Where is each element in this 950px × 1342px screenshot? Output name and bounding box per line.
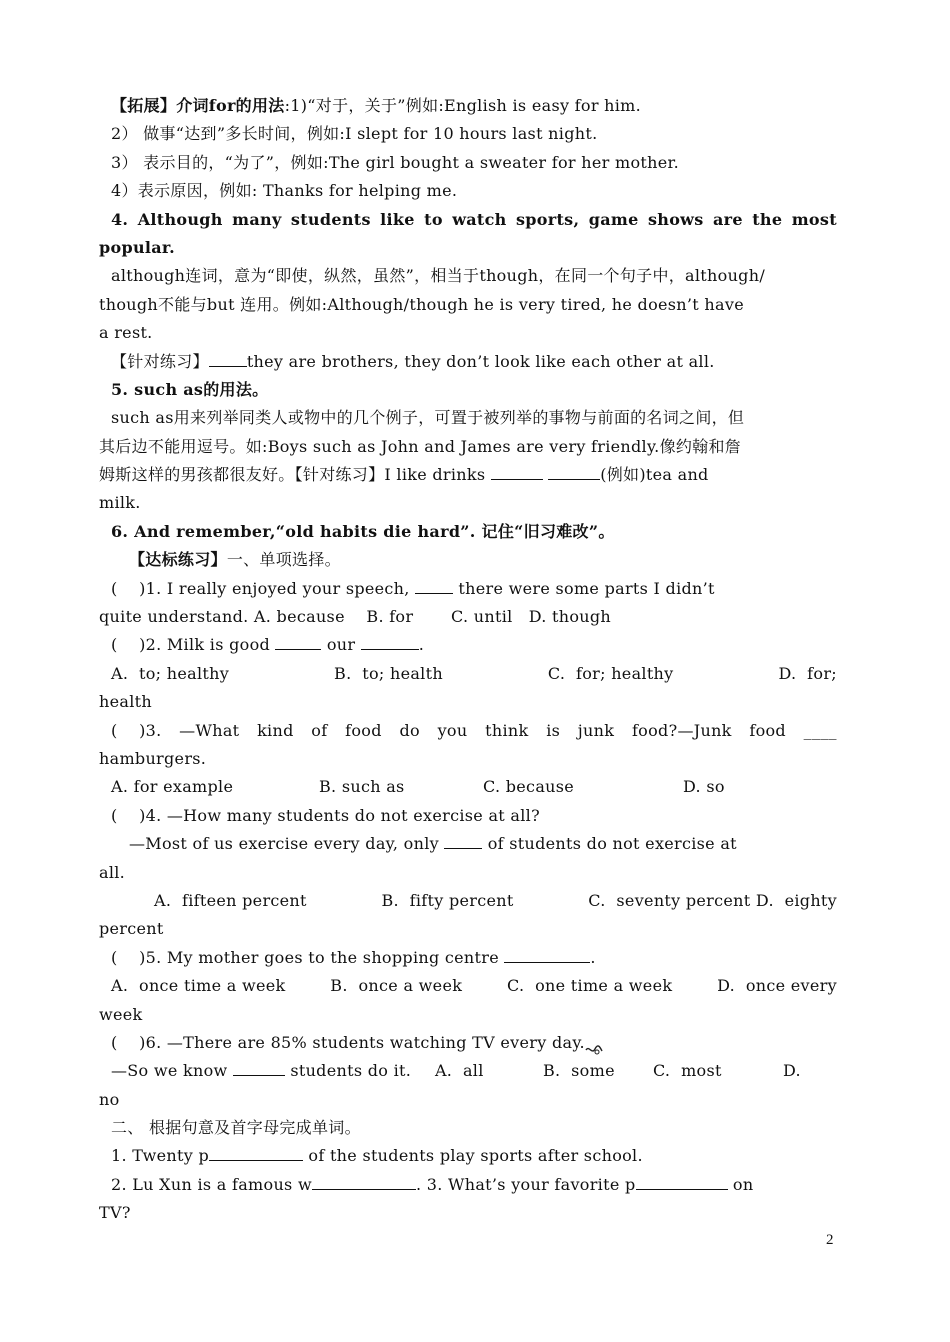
- option[interactable]: B. some: [542, 1061, 615, 1081]
- option[interactable]: C. one time a week: [506, 976, 673, 996]
- word: food: [345, 720, 382, 740]
- item4-sentence-line-1: [99, 206, 837, 234]
- exercise-heading: [99, 546, 837, 574]
- item4-sentence-line-2: popular.: [99, 237, 176, 257]
- question-text: our: [321, 635, 361, 655]
- question-text: students do it.: [284, 1061, 412, 1081]
- item5-explanation-1: such as用来列举同类人或物中的几个例子，可置于被列举的事物与前面的名词之间，但: [111, 408, 745, 428]
- question-5-line-3: week: [99, 1004, 143, 1024]
- item5-explanation-3: [99, 461, 837, 489]
- question-1-line-2: quite understand. A. because B. for C. until D. though: [99, 607, 612, 627]
- expand-heading: 【拓展】介词for的用法: [111, 96, 285, 115]
- option[interactable]: B. once a week: [330, 976, 463, 996]
- expand-line-2: 2） 做事“达到”多长时间，例如:I slept for 10 hours last night.: [111, 124, 598, 144]
- word: —What: [179, 720, 240, 740]
- word: like: [380, 209, 415, 229]
- item4-explanation-3: a rest.: [99, 323, 153, 343]
- sentence-text: of the students play sports after school.: [303, 1146, 643, 1166]
- word: watch: [452, 209, 507, 229]
- item5-title: 5. such as的用法。: [111, 379, 269, 399]
- word: Although: [137, 209, 223, 229]
- word: sports,: [515, 209, 580, 229]
- option[interactable]: B. such as: [319, 777, 405, 797]
- option[interactable]: A. for example: [111, 777, 234, 797]
- exercise-heading-rest: 一、单项选择。: [226, 550, 341, 570]
- item4-explanation-1: although连词，意为“即使，纵然，虽然”，相当于though，在同一个句子中，although/: [111, 266, 766, 286]
- question-text: .: [418, 635, 425, 655]
- option[interactable]: C. for; healthy: [547, 663, 674, 683]
- option[interactable]: C. most: [652, 1061, 722, 1081]
- question-6-line-3: no: [99, 1089, 120, 1109]
- word: most: [791, 209, 837, 229]
- word: many: [232, 209, 282, 229]
- document-page: [99, 92, 837, 1228]
- option[interactable]: D. once every: [717, 976, 837, 996]
- word: food?—Junk: [631, 720, 732, 740]
- exercise-heading-label: 【达标练习】: [129, 550, 227, 570]
- answer-blank[interactable]: ____: [803, 720, 837, 740]
- word: junk: [577, 720, 615, 740]
- question-4-line-3: all.: [99, 862, 126, 882]
- word: do: [399, 720, 420, 740]
- question-text: ( )6. —There are 85% students watching TV every day.: [111, 1032, 585, 1052]
- option[interactable]: C. seventy percent D. eighty: [588, 890, 837, 910]
- answer-blank[interactable]: [275, 631, 321, 650]
- question-text: of students do not exercise at: [482, 834, 737, 854]
- answer-blank[interactable]: [444, 830, 482, 849]
- word: the: [752, 209, 783, 229]
- question-2-line-3: health: [99, 692, 152, 712]
- word: to: [424, 209, 443, 229]
- answer-blank[interactable]: [415, 575, 453, 594]
- word: ( )3.: [111, 720, 162, 740]
- option[interactable]: A. once time a week: [111, 976, 286, 996]
- word: kind: [257, 720, 294, 740]
- expand-line-4: 4）表示原因，例如: Thanks for helping me.: [111, 181, 458, 201]
- question-text: ( )2. Milk is good: [111, 635, 276, 655]
- sentence-text: . 3. What’s your favorite p: [415, 1174, 636, 1194]
- part2-sentence-3: TV?: [99, 1203, 131, 1223]
- item5-practice-text: 姆斯这样的男孩都很友好。【针对练习】I like drinks: [99, 465, 486, 485]
- question-text: ( )5. My mother goes to the shopping centre: [111, 947, 505, 967]
- question-4-line-5: percent: [99, 919, 164, 939]
- practice-heading: 【针对练习】: [111, 351, 209, 371]
- question-6-line-1: [99, 1029, 837, 1057]
- answer-blank[interactable]: [361, 631, 419, 650]
- question-4-options: [99, 887, 837, 915]
- expand-line-3: 3） 表示目的，“为了”，例如:The girl bought a sweater for her mother.: [111, 152, 680, 172]
- answer-blank[interactable]: [209, 1142, 303, 1161]
- option[interactable]: A. all: [434, 1061, 484, 1081]
- word: you: [437, 720, 468, 740]
- part2-sentence-1: [99, 1142, 837, 1170]
- word: think: [485, 720, 529, 740]
- item5-explanation-4: milk.: [99, 493, 141, 513]
- question-text: —So we know: [111, 1061, 233, 1081]
- word: 4.: [111, 209, 129, 229]
- question-3-line-1: [99, 717, 837, 745]
- page-number: 2: [826, 1232, 834, 1248]
- word: of: [311, 720, 328, 740]
- answer-blank[interactable]: [491, 461, 543, 480]
- question-5-line-1: [99, 944, 837, 972]
- option[interactable]: D. for;: [778, 663, 837, 683]
- option[interactable]: B. fifty percent: [381, 890, 514, 910]
- part2-heading: 二、 根据句意及首字母完成单词。: [111, 1118, 361, 1138]
- expand-line-1: [99, 92, 837, 120]
- question-3-line-2: hamburgers.: [99, 748, 207, 768]
- option[interactable]: A. fifteen percent: [154, 890, 307, 910]
- item5-explanation-2: 其后边不能用逗号。如:Boys such as John and James are very friendly.像约翰和詹: [99, 436, 742, 456]
- item4-practice: [99, 348, 837, 376]
- word: are: [712, 209, 743, 229]
- item6-text: 6. And remember,“old habits die hard”. 记住“旧习难改”。: [111, 521, 615, 541]
- option[interactable]: D.: [782, 1061, 801, 1081]
- option[interactable]: B. to; health: [334, 663, 443, 683]
- answer-blank[interactable]: [504, 944, 590, 963]
- question-6-line-2: [99, 1057, 837, 1085]
- word: is: [546, 720, 561, 740]
- expand-line-1-text: :1)“对于，关于”例如:English is easy for him.: [284, 96, 642, 115]
- question-3-options: [99, 773, 837, 801]
- question-text: there were some parts I didn’t: [453, 578, 715, 598]
- answer-blank[interactable]: [548, 461, 600, 480]
- question-text: .: [590, 947, 596, 967]
- word: students: [290, 209, 371, 229]
- sentence-text: on: [727, 1174, 754, 1194]
- part2-sentence-2: [99, 1171, 837, 1199]
- question-4-line-2: [99, 830, 837, 858]
- question-4-line-1: ( )4. —How many students do not exercise at all?: [111, 805, 540, 825]
- question-text: ( )1. I really enjoyed your speech,: [111, 578, 416, 598]
- option[interactable]: D. so: [683, 777, 725, 797]
- item5-practice-hint: (例如)tea and: [600, 465, 709, 485]
- word: food: [749, 720, 786, 740]
- sentence-text: 1. Twenty p: [111, 1146, 210, 1166]
- question-text: —Most of us exercise every day, only: [129, 834, 445, 854]
- item4-explanation-2: though不能与but 连用。例如:Although/though he is very tired, he doesn’t have: [99, 294, 744, 314]
- word: shows: [647, 209, 704, 229]
- answer-blank[interactable]: [233, 1057, 285, 1076]
- scribble-mark-icon: [585, 1037, 603, 1049]
- option[interactable]: A. to; healthy: [111, 663, 230, 683]
- practice-text: they are brothers, they don’t look like each other at all.: [246, 351, 715, 371]
- answer-blank[interactable]: [209, 348, 247, 367]
- sentence-text: 2. Lu Xun is a famous w: [111, 1174, 312, 1194]
- question-2-line-1: [99, 631, 837, 659]
- answer-blank[interactable]: [312, 1171, 416, 1190]
- question-2-options: [99, 660, 837, 688]
- word: game: [588, 209, 639, 229]
- question-5-options: [99, 972, 837, 1000]
- answer-blank[interactable]: [636, 1171, 728, 1190]
- question-1-line-1: [99, 575, 837, 603]
- option[interactable]: C. because: [483, 777, 575, 797]
